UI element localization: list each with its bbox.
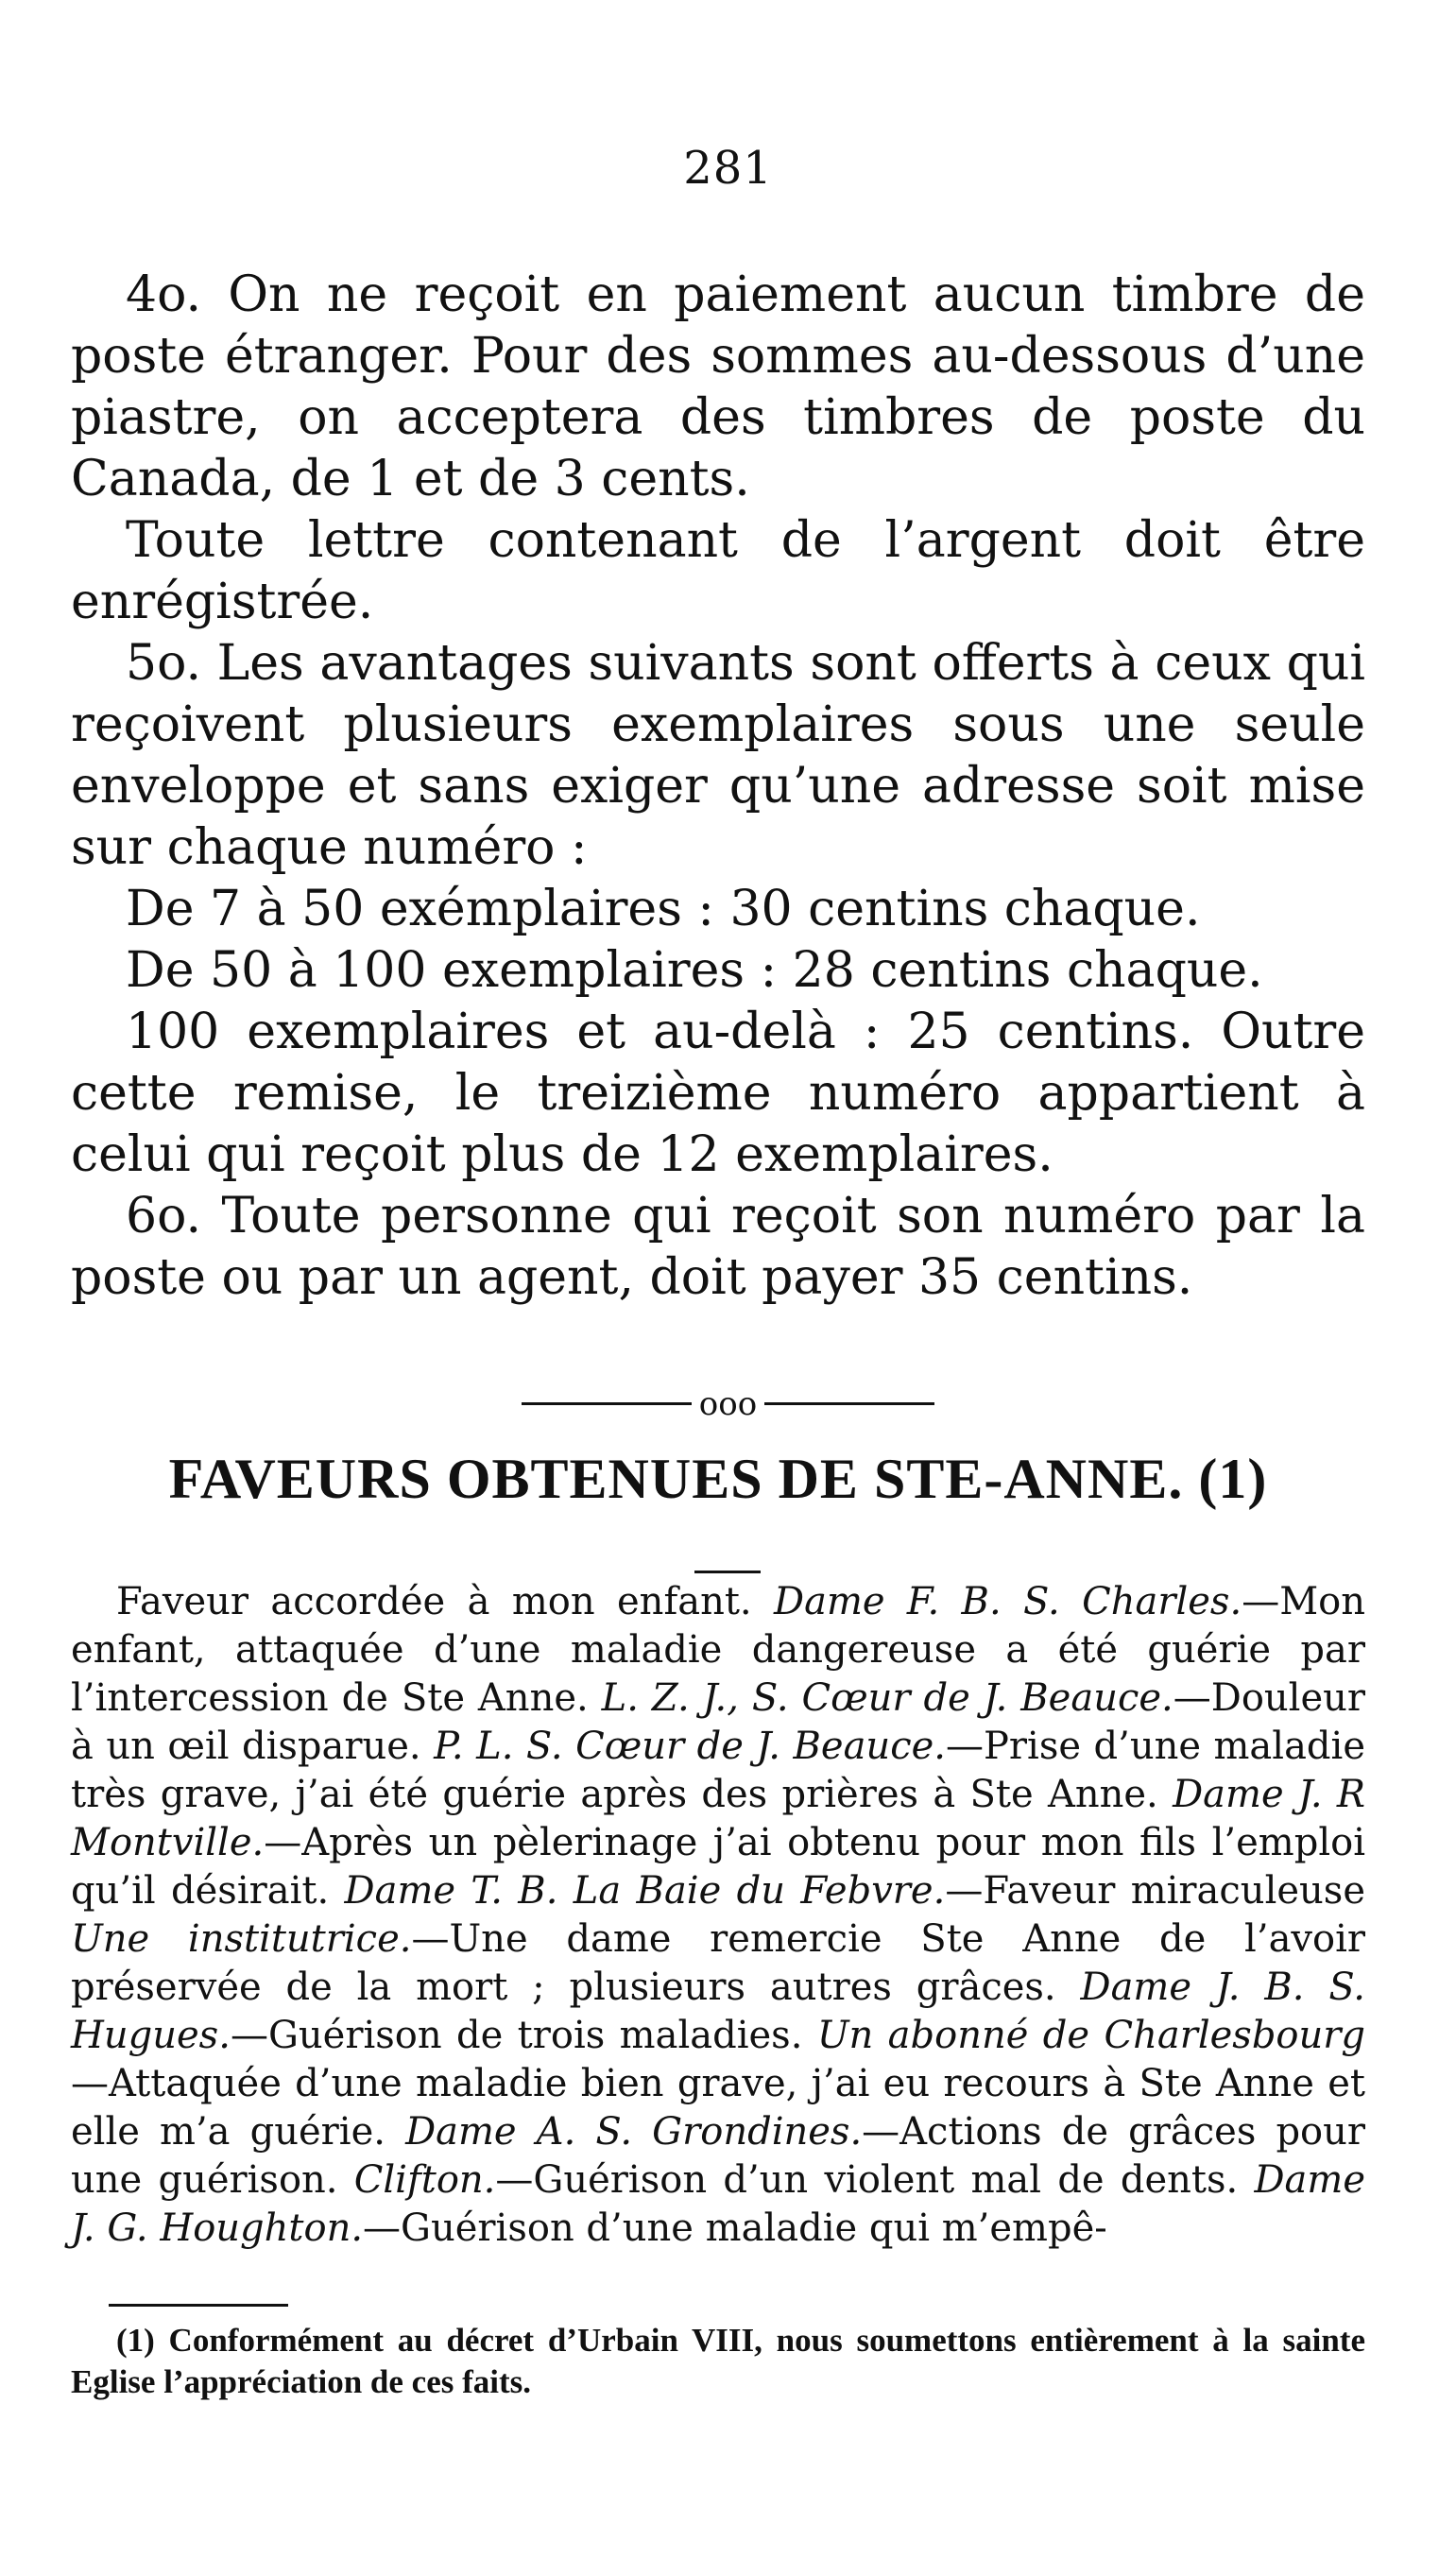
- title-rule: [694, 1571, 761, 1573]
- favours-paragraph: [71, 1578, 1365, 2253]
- favour-text: —Douleur à un œil disparue.: [71, 1676, 1366, 1768]
- favour-text: —Faveur miraculeuse: [945, 1869, 1365, 1913]
- favour-attribution: Dame J. B. S. Hugues.: [71, 1966, 1366, 2057]
- rate-50-to-100: De 50 à 100 exemplaires : 28 centins chaque.: [126, 942, 1263, 999]
- ornament-rule-right: [764, 1402, 934, 1405]
- footnote-rule: [109, 2304, 288, 2307]
- favour-attribution: Dame T. B. La Baie du Febvre.: [344, 1869, 946, 1913]
- favour-text: —Actions de grâces pour une guérison.: [71, 2110, 1366, 2202]
- favours-list: [71, 1578, 1365, 2253]
- favour-attribution: Dame J. R Montville.: [71, 1773, 1366, 1864]
- favour-attribution: Dame F. B. S. Charles.: [774, 1580, 1242, 1623]
- paragraph-postage-stamps: 4o. On ne reçoit en paiement aucun timbre de poste étranger. Pour des sommes au-dessous d’une piastre, on acceptera des timbres de poste du Canada, de 1 et de 3 cents.: [71, 266, 1365, 507]
- rate-7-to-50: De 7 à 50 exémplaires : 30 centins chaque.: [126, 881, 1201, 937]
- footnote-text: (1) Conformément au décret d’Urbain VIII, nous soumettons entièrement à la sainte Eglise l’appréciation de ces faits.: [71, 2322, 1365, 2400]
- paragraph-bulk-advantages: 5o. Les avantages suivants sont offerts à ceux qui reçoivent plusieurs exemplaires sous une seule enveloppe et sans exiger qu’une adresse soit mise sur chaque numéro :: [71, 635, 1365, 876]
- page-number: 281: [683, 142, 773, 195]
- footnote: [71, 2320, 1365, 2403]
- favour-attribution: Dame A. S. Grondines.: [405, 2110, 863, 2154]
- favour-attribution: L. Z. J., S. Cœur de J. Beauce.: [601, 1676, 1173, 1720]
- favour-text: —Mon enfant, attaquée d’une maladie dangereuse a été guérie par l’intercession de Ste Anne.: [71, 1580, 1365, 1720]
- ornament-mark: ooo: [698, 1384, 758, 1423]
- favour-text: —Guérison d’une maladie qui m’empê-: [363, 2206, 1107, 2250]
- favour-text: —Guérison de trois maladies.: [230, 2014, 817, 2057]
- favour-attribution: Clifton.: [353, 2158, 496, 2202]
- section-title: FAVEURS OBTENUES DE STE-ANNE. (1): [168, 1448, 1268, 1510]
- paragraph-subscription-price: 6o. Toute personne qui reçoit son numéro par la poste ou par un agent, doit payer 35 centins.: [71, 1188, 1365, 1306]
- favour-attribution: Dame J. G. Houghton.: [71, 2158, 1365, 2250]
- favour-text: —Attaquée d’une maladie bien grave, j’ai eu recours à Ste Anne et elle m’a guérie.: [71, 2062, 1365, 2154]
- favour-text: Faveur accordée à mon enfant.: [116, 1580, 775, 1623]
- rate-100-plus: 100 exemplaires et au-delà : 25 centins. Outre cette remise, le treizième numéro appartient à celui qui reçoit plus de 12 exemplaires.: [71, 1004, 1365, 1183]
- favour-text: —Prise d’une maladie très grave, j’ai été guérie après des prières à Ste Anne.: [71, 1725, 1365, 1816]
- main-text: [71, 265, 1365, 1309]
- favour-attribution: Une institutrice.: [71, 1917, 412, 1961]
- ornament-divider: [0, 1382, 1456, 1423]
- favour-text: —Après un pèlerinage j’ai obtenu pour mon fils l’emploi qu’il désirait.: [71, 1821, 1365, 1913]
- paragraph-registered-letter: Toute lettre contenant de l’argent doit être enrégistrée.: [71, 512, 1365, 630]
- favour-text: —Une dame remercie Ste Anne de l’avoir préservée de la mort ; plusieurs autres grâces.: [71, 1917, 1366, 2009]
- ornament-rule-left: [522, 1402, 692, 1405]
- favour-attribution: P. L. S. Cœur de J. Beauce.: [434, 1725, 946, 1768]
- favour-attribution: Un abonné de Charlesbourg: [816, 2014, 1365, 2057]
- favour-text: —Guérison d’un violent mal de dents.: [495, 2158, 1255, 2202]
